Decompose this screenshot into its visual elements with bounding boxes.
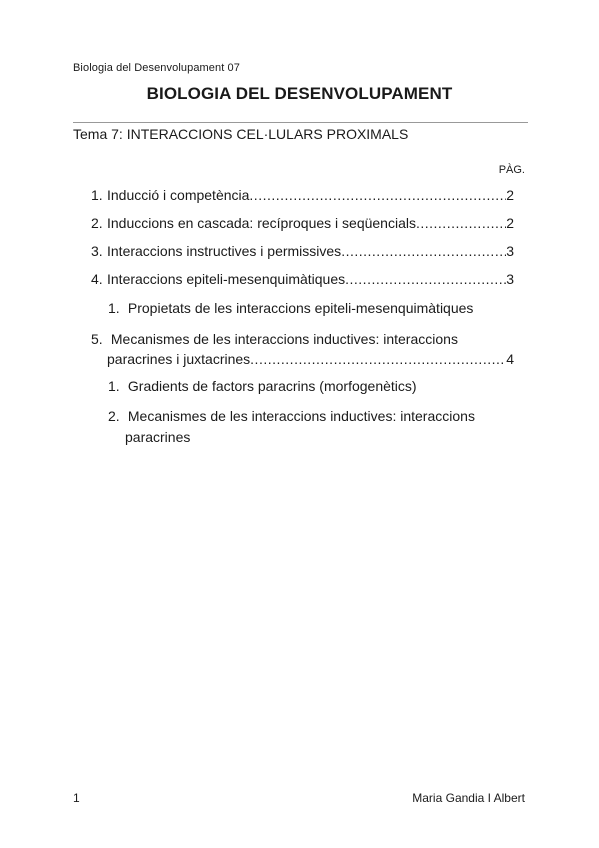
running-head: Biologia del Desenvolupament 07 [73, 62, 240, 74]
title-divider [73, 122, 528, 123]
toc-entry [91, 268, 514, 290]
page-number: 1 [73, 791, 80, 805]
toc-entry-page: 2 [506, 187, 514, 203]
toc-subentry-number: 2. [108, 408, 120, 424]
toc-entry [91, 240, 514, 262]
toc-subentry [108, 297, 473, 319]
author-name: Maria Gandia I Albert [412, 791, 525, 805]
toc-subentry-continuation [125, 426, 190, 448]
toc-leader-dots [341, 240, 506, 262]
toc-entry-page: 4 [506, 351, 514, 367]
toc-subentry-text: Gradients de factors paracrins (morfogenètics) [127, 378, 417, 394]
toc-subentry [108, 375, 417, 397]
toc-leader-dots [250, 348, 506, 370]
toc-entry-number: 1. [91, 187, 103, 203]
toc-entry-text: Mecanismes de les interaccions inductives: interaccions [110, 331, 458, 347]
toc-leader-dots [345, 268, 506, 290]
toc-entry-text: Interaccions epiteli-mesenquimàtiques [107, 271, 346, 287]
toc-entry [91, 184, 514, 206]
toc-subentry-text: paracrines [125, 429, 191, 445]
toc-entry [91, 212, 514, 234]
toc-entry-number: 4. [91, 271, 103, 287]
toc-subentry-text: Mecanismes de les interaccions inductives: interaccions [127, 408, 475, 424]
document-title: BIOLOGIA DEL DESENVOLUPAMENT [146, 84, 453, 103]
toc-subentry-text: Propietats de les interaccions epiteli-mesenquimàtiques [127, 300, 474, 316]
page-column-label: PÀG. [498, 164, 525, 176]
toc-entry-page: 3 [506, 271, 514, 287]
toc-entry-text: paracrines i juxtacrines [107, 351, 251, 367]
topic-heading: Tema 7: INTERACCIONS CEL·LULARS PROXIMALS [73, 126, 409, 142]
toc-entry-number: 5. [91, 331, 103, 347]
toc-entry-text: Inducció i competència [107, 187, 250, 203]
toc-entry [91, 328, 458, 350]
toc-entry-number: 3. [91, 243, 103, 259]
toc-entry-text: Induccions en cascada: recíproques i seqüencials [107, 215, 416, 231]
toc-subentry-number: 1. [108, 378, 120, 394]
toc-entry-continuation [107, 348, 514, 370]
toc-entry-text: Interaccions instructives i permissives [107, 243, 342, 259]
toc-leader-dots [249, 184, 506, 206]
toc-entry-page: 2 [506, 215, 514, 231]
toc-entry-number: 2. [91, 215, 103, 231]
toc-entry-page: 3 [506, 243, 514, 259]
toc-leader-dots [416, 212, 506, 234]
toc-subentry-number: 1. [108, 300, 120, 316]
toc-subentry [108, 405, 475, 427]
